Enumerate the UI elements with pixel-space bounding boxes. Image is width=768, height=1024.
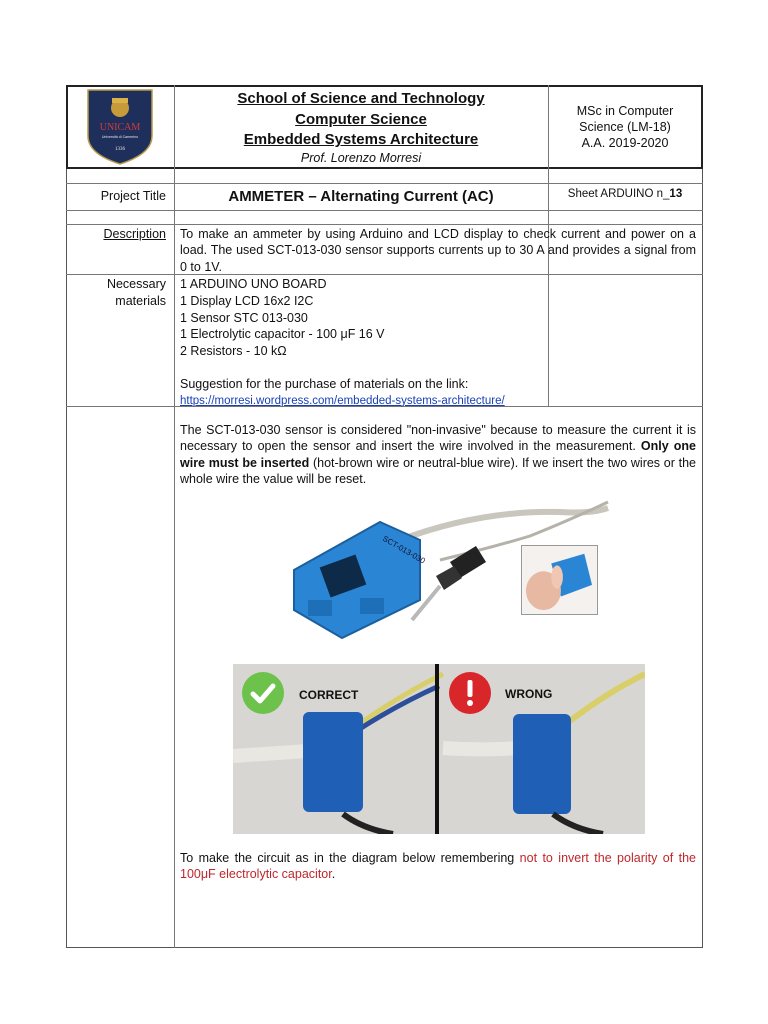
list-item: 2 Resistors - 10 kΩ xyxy=(180,344,287,359)
row-divider xyxy=(66,183,703,184)
comparison-illustration xyxy=(233,664,645,834)
professor-name: Prof. Lorenzo Morresi xyxy=(300,151,422,165)
materials-label-line-1: Necessary xyxy=(106,277,166,291)
logo-subtext: Università di Camerino xyxy=(101,135,139,139)
program-line-2: Science (LM-18) xyxy=(579,120,671,134)
materials-list xyxy=(180,276,505,410)
paragraph-text: . xyxy=(331,867,336,882)
checkmark-icon xyxy=(241,671,285,715)
paragraph-text: The SCT-013-030 sensor is considered "non-invasive" because to measure the current it is necessary to open the sensor and insert the wire involved in the measurement. xyxy=(180,423,696,454)
circuit-paragraph xyxy=(180,850,696,883)
materials-label xyxy=(107,276,166,309)
sheet-prefix: Sheet ARDUINO n_ xyxy=(567,188,670,200)
program-info xyxy=(552,103,698,151)
wrong-label: WRONG xyxy=(505,687,553,701)
purchase-suggestion: Suggestion for the purchase of materials on the link: xyxy=(180,376,469,391)
list-item: 1 Display LCD 16x2 I2C xyxy=(180,293,314,308)
purchase-link[interactable]: https://morresi.wordpress.com/embedded-systems-architecture/ xyxy=(180,394,505,407)
correct-wrong-photo xyxy=(233,664,645,834)
sheet-number xyxy=(552,188,698,200)
description-label: Description xyxy=(103,227,166,241)
logo-year: 1336 xyxy=(115,147,125,152)
sheet-number-value: 13 xyxy=(669,188,683,200)
paragraph-text: To make the circuit as in the diagram below remembering xyxy=(180,851,520,865)
department-name: Computer Science xyxy=(295,110,427,128)
correct-label: CORRECT xyxy=(299,688,359,702)
row-divider xyxy=(66,224,703,225)
logo-text: UNICAM xyxy=(99,122,141,133)
warning-text: not to invert the polarity of the 100μF electrolytic capacitor xyxy=(180,851,696,882)
course-name: Embedded Systems Architecture xyxy=(243,131,479,148)
exclamation-icon xyxy=(448,671,492,715)
list-item: 1 ARDUINO UNO BOARD xyxy=(180,277,327,291)
sensor-label: SCT-013-030 xyxy=(381,533,427,566)
program-line-1: MSc in Computer xyxy=(576,104,674,118)
column-divider-left xyxy=(174,85,175,948)
header-title-block xyxy=(176,89,546,151)
list-item: 1 Sensor STC 013-030 xyxy=(180,310,308,325)
paragraph-text: (hot-brown wire or neutral-blue wire). If we insert the two wires or the whole wire the value will be reset. xyxy=(180,455,696,487)
unicam-logo-icon xyxy=(86,88,154,166)
list-item: 1 Electrolytic capacitor - 100 μF 16 V xyxy=(180,327,385,342)
project-title-label: Project Title xyxy=(100,189,166,203)
comparison-divider xyxy=(435,664,439,834)
row-divider xyxy=(66,210,703,211)
inset-hand-photo xyxy=(521,545,598,615)
paragraph-bold-text: Only one wire must be inserted xyxy=(180,439,697,470)
description-text: To make an ammeter by using Arduino and LCD display to check current and power on a load. The used SCT-013-030 sensor supports currents up to 30 A and provides a signal from 0 to 1V. xyxy=(180,227,696,274)
academic-year: A.A. 2019-2020 xyxy=(581,136,669,150)
materials-label-line-2: materials xyxy=(115,293,166,308)
project-title: AMMETER – Alternating Current (AC) xyxy=(228,188,494,205)
sensor-paragraph xyxy=(180,422,696,488)
school-name: School of Science and Technology xyxy=(237,90,485,107)
